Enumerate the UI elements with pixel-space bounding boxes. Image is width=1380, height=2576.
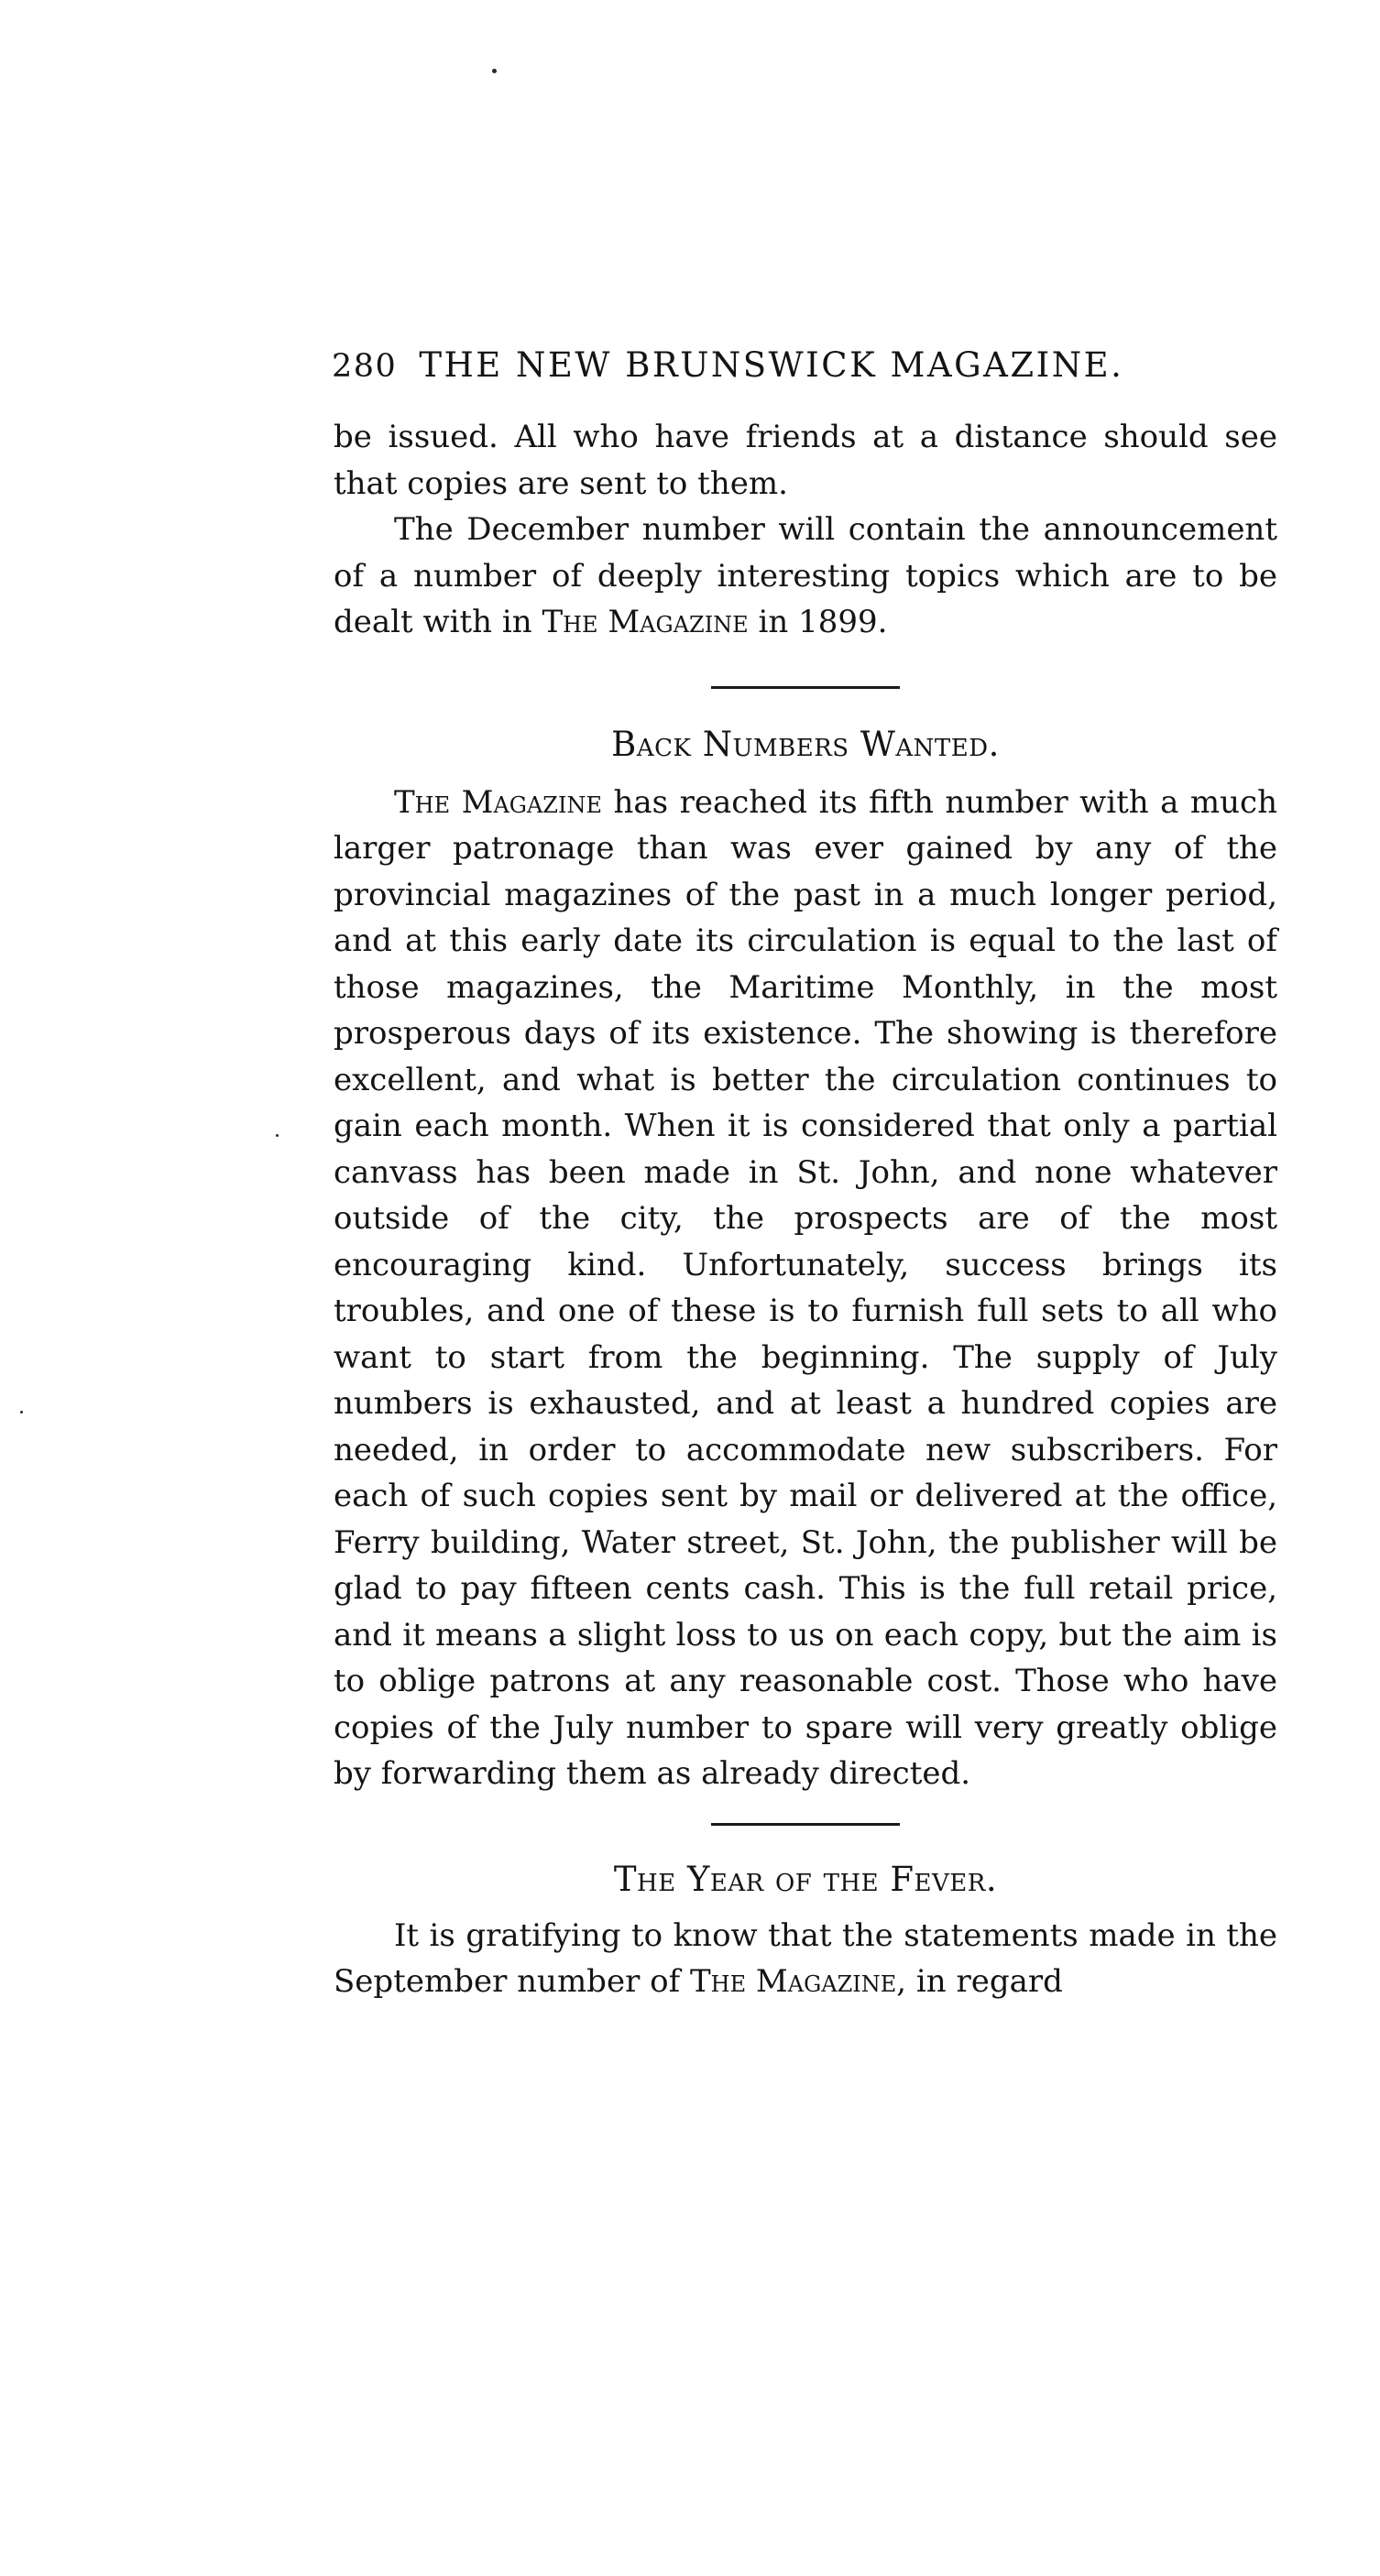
section-heading-year-of-fever: The Year of the Fever. (613, 1859, 998, 1899)
paragraph-continued (334, 414, 1277, 507)
text-column (332, 345, 1277, 2005)
ink-speck (492, 69, 497, 73)
section-heading-back-numbers: Back Numbers Wanted. (611, 724, 1000, 764)
ink-speck (20, 1411, 23, 1414)
magazine-name: The Magazine (690, 1963, 897, 2000)
ink-speck (276, 1134, 279, 1137)
paragraph-text: The December number will contain the announcement of a number of deeply interesting topics which are to be dealt with in (334, 511, 1277, 640)
paragraph-text: It is gratifying to know that the statements made in the September number of (334, 1916, 1277, 2000)
section-divider (711, 1823, 900, 1826)
paragraph-year-of-fever (334, 1913, 1277, 2005)
paragraph-text: be issued. All who have friends at a distance should see that copies are sent to them. (334, 419, 1277, 502)
magazine-name: The Magazine (542, 604, 749, 640)
magazine-name: The Magazine (394, 783, 602, 821)
paragraph-back-numbers (334, 780, 1277, 1797)
section-divider (711, 686, 900, 689)
paragraph-text: has reached its fifth number with a much larger patronage than was ever gained by any of the provincial magazines of the past in a much longer period, and at this early date its circulation is equal to the last of those magazines, the Maritime Monthly, in the most prosperous days of its existence. The showing is therefore excellent, and what is better the circulation continues to gain each month. When it is considered that only a partial canvass has been made in St. John, and none whatever outside of the city, the prospects are of the most encouraging kind. Unfortunately, success brings its troubles, and one of these is to furnish full sets to all who want to start from the beginning. The supply of July numbers is exhausted, and at least a hundred copies are needed, in order to accommodate new subscribers. For each of such copies sent by mail or delivered at the office, Ferry building, Water street, St. John, the publisher will be glad to pay fifteen cents cash. This is the full retail price, and it means a slight loss to us on each copy, but the aim is to oblige patrons at any reasonable cost. Those who have copies of the July number to spare will very greatly oblige by forwarding them as already directed. (334, 783, 1277, 1792)
paragraph-december-number (334, 507, 1277, 646)
paragraph-text: , in regard (896, 1963, 1063, 2000)
paragraph-text: in 1899. (748, 604, 888, 640)
running-title: THE NEW BRUNSWICK MAGAZINE. (419, 345, 1124, 385)
page-number: 280 (332, 348, 398, 385)
running-head (332, 345, 1277, 385)
